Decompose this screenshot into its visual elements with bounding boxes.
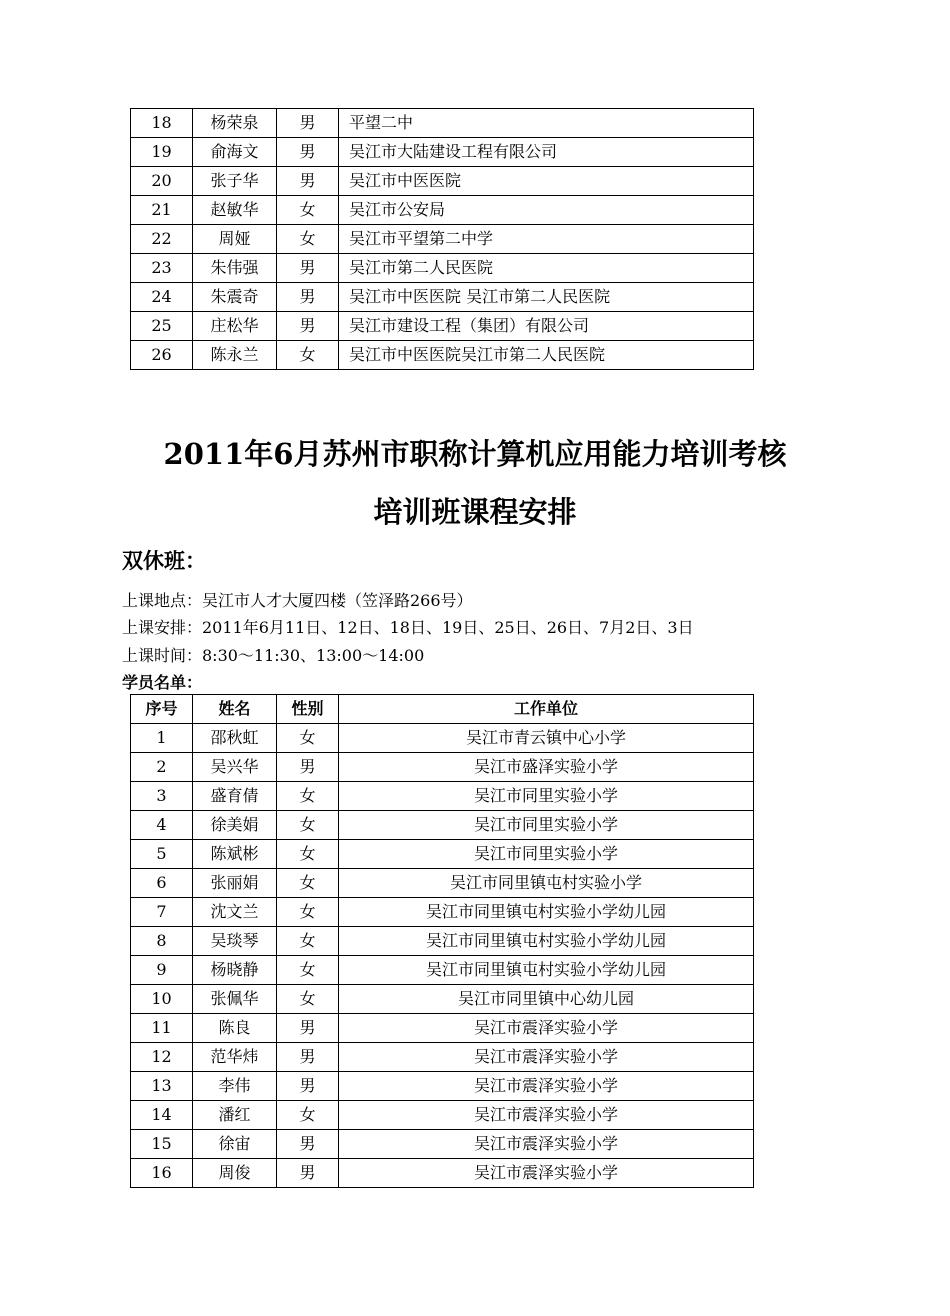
cell-gender: 女	[277, 869, 339, 898]
cell-gender: 男	[277, 1043, 339, 1072]
cell-number: 22	[131, 225, 193, 254]
cell-gender: 男	[277, 109, 339, 138]
cell-organization: 吴江市第二人民医院	[339, 254, 754, 283]
cell-gender: 女	[277, 341, 339, 370]
cell-name: 庄松华	[193, 312, 277, 341]
cell-name: 张子华	[193, 167, 277, 196]
class-location: 上课地点：吴江市人才大厦四楼（笠泽路266号）	[122, 591, 473, 610]
cell-organization: 吴江市震泽实验小学	[339, 1159, 754, 1188]
cell-name: 徐宙	[193, 1130, 277, 1159]
cell-number: 23	[131, 254, 193, 283]
cell-organization: 吴江市震泽实验小学	[339, 1101, 754, 1130]
cell-number: 10	[131, 985, 193, 1014]
cell-name: 俞海文	[193, 138, 277, 167]
cell-name: 陈斌彬	[193, 840, 277, 869]
cell-number: 2	[131, 753, 193, 782]
cell-name: 朱震奇	[193, 283, 277, 312]
cell-number: 25	[131, 312, 193, 341]
cell-gender: 女	[277, 1101, 339, 1130]
table-row	[131, 283, 754, 312]
cell-name: 周娅	[193, 225, 277, 254]
cell-gender: 男	[277, 1072, 339, 1101]
cell-name: 张丽娟	[193, 869, 277, 898]
cell-organization: 吴江市同里实验小学	[339, 811, 754, 840]
student-table	[130, 694, 754, 1188]
cell-name: 吴兴华	[193, 753, 277, 782]
cell-organization: 吴江市震泽实验小学	[339, 1014, 754, 1043]
cell-organization: 吴江市震泽实验小学	[339, 1130, 754, 1159]
header-name: 姓名	[193, 695, 277, 724]
table-row	[131, 927, 754, 956]
header-organization: 工作单位	[339, 695, 754, 724]
header-gender: 性别	[277, 695, 339, 724]
cell-name: 杨荣泉	[193, 109, 277, 138]
cell-gender: 男	[277, 753, 339, 782]
table-row	[131, 1101, 754, 1130]
cell-name: 沈文兰	[193, 898, 277, 927]
table-row	[131, 898, 754, 927]
cell-name: 朱伟强	[193, 254, 277, 283]
cell-number: 19	[131, 138, 193, 167]
cell-name: 张佩华	[193, 985, 277, 1014]
table-row	[131, 225, 754, 254]
table-row	[131, 254, 754, 283]
table-row	[131, 985, 754, 1014]
page-title-line1: 2011年6月苏州市职称计算机应用能力培训考核	[163, 437, 787, 471]
table-row	[131, 840, 754, 869]
cell-gender: 男	[277, 1159, 339, 1188]
cell-number: 7	[131, 898, 193, 927]
cell-name: 陈永兰	[193, 341, 277, 370]
table-row	[131, 811, 754, 840]
table-header-row	[131, 695, 754, 724]
cell-number: 11	[131, 1014, 193, 1043]
cell-gender: 女	[277, 956, 339, 985]
class-schedule: 上课安排：2011年6月11日、12日、18日、19日、25日、26日、7月2日、3日	[122, 618, 694, 637]
cell-number: 5	[131, 840, 193, 869]
table-row	[131, 753, 754, 782]
cell-number: 4	[131, 811, 193, 840]
cell-organization: 吴江市中医医院 吴江市第二人民医院	[339, 283, 754, 312]
cell-number: 20	[131, 167, 193, 196]
cell-gender: 女	[277, 840, 339, 869]
cell-gender: 男	[277, 283, 339, 312]
cell-organization: 吴江市同里镇中心幼儿园	[339, 985, 754, 1014]
cell-number: 13	[131, 1072, 193, 1101]
cell-name: 徐美娟	[193, 811, 277, 840]
table-row	[131, 109, 754, 138]
table-row	[131, 312, 754, 341]
cell-gender: 女	[277, 898, 339, 927]
table-row	[131, 1130, 754, 1159]
cell-organization: 吴江市公安局	[339, 196, 754, 225]
student-list-label: 学员名单：	[122, 673, 203, 692]
table-row	[131, 724, 754, 753]
cell-gender: 男	[277, 167, 339, 196]
cell-number: 8	[131, 927, 193, 956]
cell-name: 范华炜	[193, 1043, 277, 1072]
cell-number: 12	[131, 1043, 193, 1072]
cell-gender: 男	[277, 138, 339, 167]
table-row	[131, 341, 754, 370]
cell-gender: 女	[277, 196, 339, 225]
class-time: 上课时间：8:30～11:30、13:00～14:00	[122, 646, 425, 665]
cell-gender: 男	[277, 1014, 339, 1043]
table-row	[131, 1043, 754, 1072]
cell-organization: 吴江市中医医院	[339, 167, 754, 196]
cell-organization: 吴江市同里实验小学	[339, 782, 754, 811]
student-table-body	[131, 724, 754, 1188]
table-row	[131, 196, 754, 225]
cell-gender: 女	[277, 811, 339, 840]
page-title-line2: 培训班课程安排	[373, 495, 577, 529]
cell-number: 9	[131, 956, 193, 985]
cell-number: 6	[131, 869, 193, 898]
cell-name: 赵敏华	[193, 196, 277, 225]
table-row	[131, 869, 754, 898]
table-row	[131, 1014, 754, 1043]
cell-gender: 女	[277, 927, 339, 956]
table-row	[131, 956, 754, 985]
cell-organization: 平望二中	[339, 109, 754, 138]
table-row	[131, 138, 754, 167]
cell-organization: 吴江市同里镇屯村实验小学幼儿园	[339, 898, 754, 927]
cell-organization: 吴江市大陆建设工程有限公司	[339, 138, 754, 167]
cell-gender: 女	[277, 724, 339, 753]
cell-name: 李伟	[193, 1072, 277, 1101]
table-row	[131, 1159, 754, 1188]
cell-organization: 吴江市同里实验小学	[339, 840, 754, 869]
cell-number: 24	[131, 283, 193, 312]
cell-name: 吴琰琴	[193, 927, 277, 956]
cell-gender: 女	[277, 225, 339, 254]
cell-name: 邵秋虹	[193, 724, 277, 753]
cell-gender: 男	[277, 254, 339, 283]
cell-name: 杨晓静	[193, 956, 277, 985]
table-row	[131, 167, 754, 196]
cell-organization: 吴江市同里镇屯村实验小学幼儿园	[339, 956, 754, 985]
cell-organization: 吴江市平望第二中学	[339, 225, 754, 254]
cell-organization: 吴江市中医医院吴江市第二人民医院	[339, 341, 754, 370]
cell-number: 3	[131, 782, 193, 811]
cell-number: 15	[131, 1130, 193, 1159]
student-table-continued-body	[131, 109, 754, 370]
cell-organization: 吴江市盛泽实验小学	[339, 753, 754, 782]
cell-name: 盛育倩	[193, 782, 277, 811]
cell-organization: 吴江市青云镇中心小学	[339, 724, 754, 753]
cell-organization: 吴江市震泽实验小学	[339, 1072, 754, 1101]
cell-gender: 男	[277, 1130, 339, 1159]
cell-gender: 女	[277, 782, 339, 811]
cell-organization: 吴江市同里镇屯村实验小学幼儿园	[339, 927, 754, 956]
cell-organization: 吴江市震泽实验小学	[339, 1043, 754, 1072]
cell-number: 26	[131, 341, 193, 370]
cell-gender: 女	[277, 985, 339, 1014]
student-table-continued	[130, 108, 754, 370]
cell-number: 14	[131, 1101, 193, 1130]
cell-number: 21	[131, 196, 193, 225]
section-heading: 双休班：	[122, 549, 206, 573]
cell-name: 潘红	[193, 1101, 277, 1130]
cell-name: 陈良	[193, 1014, 277, 1043]
cell-organization: 吴江市同里镇屯村实验小学	[339, 869, 754, 898]
cell-name: 周俊	[193, 1159, 277, 1188]
cell-gender: 男	[277, 312, 339, 341]
cell-number: 18	[131, 109, 193, 138]
cell-number: 16	[131, 1159, 193, 1188]
table-row	[131, 782, 754, 811]
cell-number: 1	[131, 724, 193, 753]
cell-organization: 吴江市建设工程（集团）有限公司	[339, 312, 754, 341]
table-row	[131, 1072, 754, 1101]
header-number: 序号	[131, 695, 193, 724]
